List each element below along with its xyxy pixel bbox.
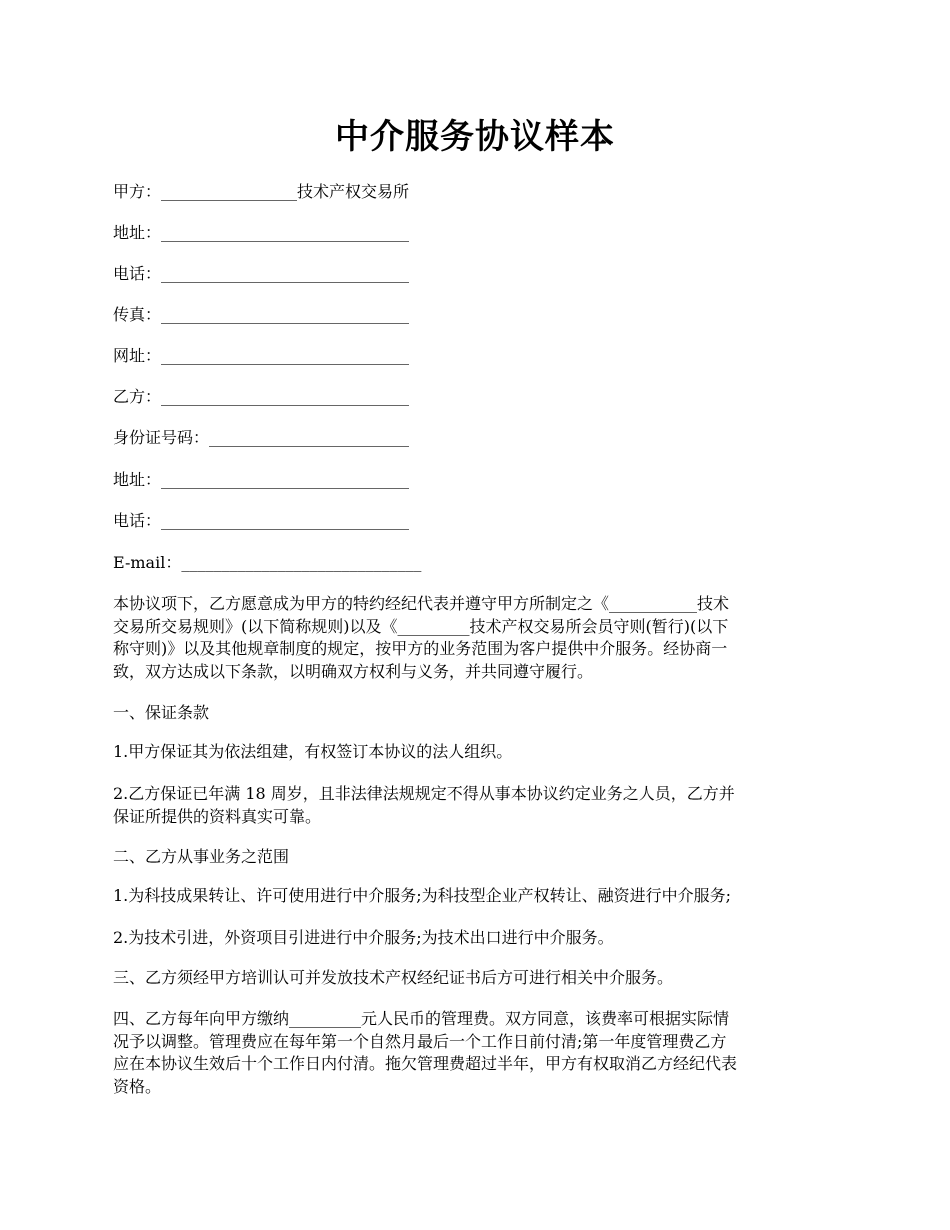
section-4-line: 资格。 [113, 1076, 162, 1096]
section-3: 三、乙方须经甲方培训认可并发放技术产权经纪证书后方可进行相关中介服务。 [113, 968, 674, 987]
party-b-id-number-field: 身份证号码：_________________________ [113, 428, 410, 447]
section-2-heading: 二、乙方从事业务之范围 [113, 847, 290, 866]
section-4-line: 四、乙方每年向甲方缴纳_________元人民币的管理费。双方同意，该费率可根据实际情 [113, 1009, 730, 1028]
party-b-phone-field: 电话：_______________________________ [113, 511, 410, 530]
section-1-item-2 [113, 783, 839, 828]
party-b-address-field: 地址：_______________________________ [113, 470, 410, 489]
party-b-field: 乙方：_______________________________ [113, 387, 410, 406]
section-4-line: 应在本协议生效后十个工作日内付清。拖欠管理费超过半年，甲方有权取消乙方经纪代表 [113, 1054, 738, 1073]
section-1-item-1: 1.甲方保证其为依法组建，有权签订本协议的法人组织。 [113, 742, 513, 761]
intro-line: 称守则)》以及其他规章制度的规定，按甲方的业务范围为客户提供中介服务。经协商一 [113, 639, 728, 658]
section-1-item-2-line: 2.乙方保证已年满 18 周岁，且非法律法规规定不得从事本协议约定业务之人员，乙方并 [113, 784, 735, 803]
section-2-item-2: 2.为技术引进，外资项目引进进行中介服务;为技术出口进行中介服务。 [113, 928, 614, 947]
section-2-item-1: 1.为科技成果转让、许可使用进行中介服务;为科技型企业产权转让、融资进行中介服务; [113, 886, 732, 905]
document-title: 中介服务协议样本 [335, 117, 615, 157]
party-a-address-field: 地址：_______________________________ [113, 223, 410, 242]
section-4-line: 况予以调整。管理费应在每年第一个自然月最后一个工作日前付清;第一年度管理费乙方 [113, 1031, 727, 1051]
party-b-email-field: E-mail：______________________________ [113, 553, 422, 572]
intro-paragraph [113, 593, 839, 683]
intro-line: 致，双方达成以下条款，以明确双方权利与义务，并共同遵守履行。 [113, 661, 594, 681]
section-1-item-2-line: 保证所提供的资料真实可靠。 [113, 806, 322, 826]
party-a-field: 甲方：_________________技术产权交易所 [113, 182, 410, 201]
section-4-paragraph [113, 1008, 839, 1098]
party-a-website-field: 网址：_______________________________ [113, 346, 410, 365]
section-1-heading: 一、保证条款 [113, 703, 210, 722]
intro-line: 本协议项下，乙方愿意成为甲方的特约经纪代表并遵守甲方所制定之《___________技术 [113, 594, 730, 613]
party-a-fax-field: 传真：_______________________________ [113, 305, 410, 324]
party-a-phone-field: 电话：_______________________________ [113, 264, 410, 283]
intro-line: 交易所交易规则》(以下简称规则)以及《_________技术产权交易所会员守则(暂行)(以下 [113, 616, 729, 636]
